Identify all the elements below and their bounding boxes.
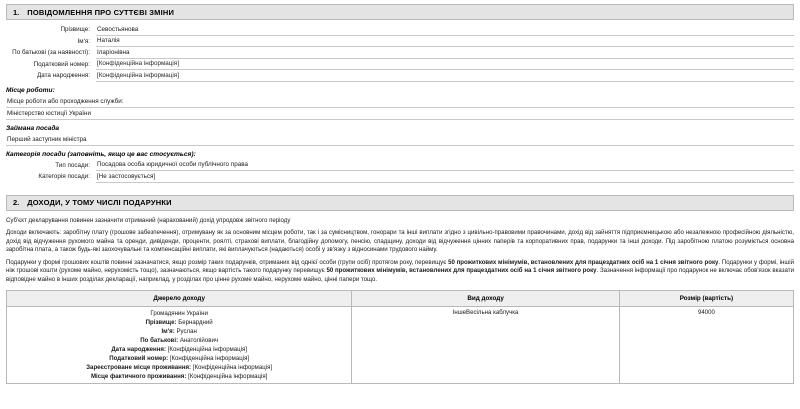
field-input-firstname[interactable] — [96, 35, 794, 47]
section-number: 1. — [13, 7, 20, 17]
field-input-position-category[interactable] — [96, 171, 794, 183]
field-row-birthdate — [6, 70, 794, 82]
table-row — [7, 306, 794, 383]
source-label-tax-number: Податковий номер: — [109, 354, 169, 362]
source-label-patronymic: По батькові: — [140, 336, 179, 344]
source-label-actual-address: Місце фактичного проживання: — [90, 372, 187, 380]
source-line-citizenship — [10, 309, 348, 318]
person-fields — [6, 24, 794, 82]
income-kind-cell: ІншеВесільна каблучка — [352, 306, 620, 383]
source-value-birthdate: [Конфіденційна інформація] — [167, 345, 247, 353]
income-col-amount: Розмір (вартість) — [619, 290, 793, 306]
field-input-birthdate[interactable] — [96, 70, 794, 82]
source-value-tax-number: [Конфіденційна інформація] — [169, 354, 250, 362]
section-title-income: ДОХОДИ, У ТОМУ ЧИСЛІ ПОДАРУНКИ — [27, 198, 172, 207]
source-label-birthdate: Дата народження: — [111, 345, 166, 353]
income-paragraph-2: Подарунки у формі грошових коштів повинні зазначатися, якщо розмір таких подарунків, отриманих від однієї особи (групи осіб) протягом року, перевищує 50 прожиткових мінімумів, встановлених для працездатних осіб на 1 січня звітного року. Подарунки у формі, іншій ніж грошові кошти (рухоме майно, нерухомість тощо), зазначаються, якщо вартість такого подарунку перевищує 50 прожиткових мінімумів, встановлених для працездатних осіб на 1 січня звітного року. Зазначення інформації про подарунок не включає обов'язок вказати відповідне майно в інших розділах декларації, наприклад, у розділах про цінне рухоме майно, нерухоме майно, цінні папери тощо. — [6, 258, 794, 284]
source-line-tax-number — [10, 354, 348, 363]
source-label-firstname: Ім'я: — [161, 327, 175, 335]
source-value-citizenship: Громадянин України — [150, 309, 208, 317]
position-value[interactable]: Перший заступник міністра — [6, 134, 794, 146]
income-col-source: Джерело доходу — [7, 290, 352, 306]
income-paragraph-1: Доходи включають: заробітну плату (грошове забезпечення), отримувану як за основним місцем роботи, так і за сумісництвом, гонорари та інші виплати згідно з цивільно-правовими правочинами, дохід від зайняття підприємницькою або незалежною професійною діяльністю, дохід від відчуження рухомого майна та оренди, дивіденди, проценти, роялті, страхові виплати, благодійну допомогу, пенсію, спадщину, доходи від відчуження цінних паперів та корпоративних прав, подарунки та інші доходи. Під заробітною платою розуміється основна заробітна плата, а також будь-які заохочувальні та компенсаційні виплати, які виплачуються (надаються) особі у зв'язку з відносинами трудового найму. — [6, 229, 794, 254]
field-row-tax-number — [6, 59, 794, 71]
income-amount-cell: 94000 — [619, 306, 793, 383]
field-label-firstname: Ім'я: — [77, 37, 90, 45]
section-title: ПОВІДОМЛЕННЯ ПРО СУТТЄВІ ЗМІНИ — [27, 7, 175, 17]
workplace-label: Місце роботи або проходження служби: — [6, 96, 794, 108]
field-row-firstname — [6, 36, 794, 48]
source-line-actual-address — [10, 372, 348, 381]
source-value-patronymic: Анатолійович — [179, 336, 219, 344]
source-line-birthdate — [10, 345, 348, 354]
field-row-position-category — [6, 171, 794, 183]
income-source-cell — [7, 306, 352, 383]
income-source-list — [10, 309, 348, 381]
section-number-income: 2. — [13, 198, 20, 207]
position-heading: Займана посада — [6, 124, 60, 132]
field-input-position-type[interactable] — [96, 159, 794, 171]
income-table-header-row — [7, 290, 794, 306]
field-label-position-category: Категорія посади: — [38, 173, 90, 180]
field-label-patronymic: По батькові (за наявності): — [12, 49, 90, 56]
field-input-surname[interactable] — [96, 24, 794, 36]
field-input-patronymic[interactable] — [96, 47, 794, 59]
source-line-surname — [10, 318, 348, 327]
field-input-tax-number[interactable] — [96, 58, 794, 70]
income-intro: Суб'єкт декларування повинен зазначити отриманий (нарахований) дохід упродовж звітного періоду — [6, 216, 291, 224]
field-value-position-type: Посадова особа юридичної особи публічного права — [97, 161, 248, 168]
section-header-income — [6, 195, 794, 211]
category-fields — [6, 160, 794, 183]
field-value-tax-number: [Конфіденційна інформація] — [97, 60, 179, 67]
category-heading: Категорія посади (заповніть, якщо це вас стосується): — [6, 150, 196, 158]
source-line-patronymic — [10, 336, 348, 345]
source-line-registered-address — [10, 363, 348, 372]
income-table — [6, 290, 794, 384]
field-row-position-type — [6, 160, 794, 172]
field-row-surname — [6, 24, 794, 36]
source-value-actual-address: [Конфіденційна інформація] — [188, 372, 268, 380]
field-row-patronymic — [6, 47, 794, 59]
field-value-surname: Севостьянова — [97, 25, 139, 33]
field-value-birthdate: [Конфіденційна інформація] — [97, 71, 179, 79]
workplace-heading: Місце роботи: — [6, 86, 55, 94]
source-line-firstname — [10, 327, 348, 336]
field-label-position-type: Тип посади: — [55, 161, 90, 169]
field-label-birthdate: Дата народження: — [36, 72, 90, 79]
source-label-registered-address: Зареєстроване місце проживання: — [86, 363, 192, 371]
source-value-surname: Бернардний — [178, 318, 213, 326]
source-value-firstname: Руслан — [176, 327, 197, 335]
source-label-surname: Прізвище: — [145, 318, 177, 326]
field-label-tax-number: Податковий номер: — [33, 60, 90, 68]
field-value-position-category: [Не застосовується] — [97, 172, 156, 180]
income-col-kind: Вид доходу — [352, 290, 620, 306]
source-value-registered-address: [Конфіденційна інформація] — [192, 363, 273, 371]
field-value-firstname: Наталія — [97, 37, 120, 44]
section-header-notification — [6, 4, 794, 20]
field-value-patronymic: Іларіонівна — [97, 48, 130, 56]
field-label-surname: Прізвище: — [60, 26, 90, 33]
workplace-value[interactable]: Міністерство юстиції України — [6, 108, 794, 120]
